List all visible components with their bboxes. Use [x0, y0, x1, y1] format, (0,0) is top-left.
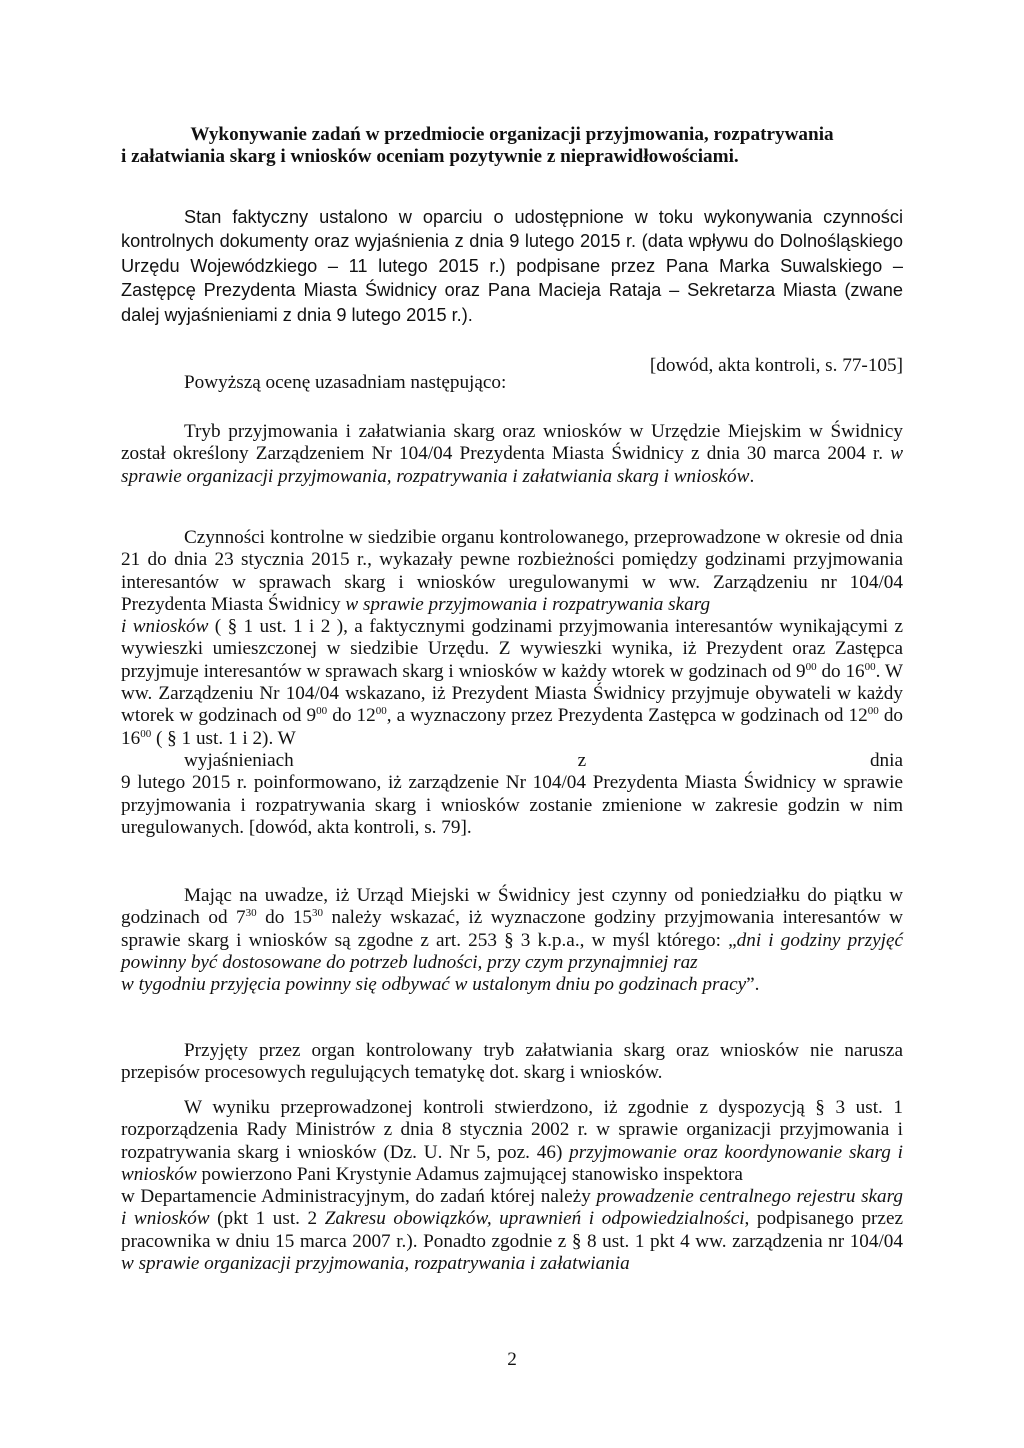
section-heading	[121, 124, 903, 169]
majac-text-3: należy wskazać, iż wyznaczone godziny przyjmowania interesantów w sprawie skarg i wniosków są zgodne z art. 253 § 3 k.p.a., w myśl którego:	[121, 907, 903, 951]
czynnosci-text-3: do 16	[821, 660, 865, 682]
paragraph-czynnosci	[121, 527, 903, 839]
wyniku-italic-1: przyjmowanie oraz koordynowanie skarg i wniosków	[121, 1141, 903, 1185]
wyniku-italic-3: Zakresu obowiązków, uprawnień i odpowiedzialności	[324, 1208, 745, 1230]
majac-text-1: Mając na uwadze, iż Urząd Miejski w Świdnicy jest czynny od poniedziałku do piątku w godzinach od 7	[121, 885, 903, 929]
paragraph-stan-faktyczny: Stan faktyczny ustalono w oparciu o udostępnione w toku wykonywania czynności kontrolnych dokumenty oraz wyjaśnienia z dnia 9 lutego 2015 r. (data wpływu do Dolnośląskiego Urzędu Wojewódzkiego – 11 lutego 2015 r.) podpisane przez Pana Marka Suwalskiego – Zastępcę Prezydenta Miasta Świdnicy oraz Pana Macieja Rataja – Sekretarza Miasta (zwane dalej wyjaśnieniami z dnia 9 lutego 2015 r.).	[121, 207, 903, 325]
wyniku-text-4: (pkt 1 ust. 2	[217, 1208, 318, 1230]
paragraph-tryb	[121, 421, 903, 488]
wyniku-text-1: W wyniku przeprowadzonej kontroli stwierdzono, iż zgodnie z dyspozycją § 3 ust. 1 rozporządzenia Rady Ministrów z dnia 8 stycznia 2002 r. w sprawie organizacji przyjmowania i rozpatrywania skarg i wniosków (Dz. U. Nr 5, poz. 46)	[121, 1097, 903, 1163]
hour-superscript: 00	[864, 660, 876, 673]
paragraph-przyjety: Przyjęty przez organ kontrolowany tryb załatwiania skarg oraz wniosków nie narusza przepisów procesowych regulujących tematykę dot. skarg i wniosków.	[121, 1040, 903, 1084]
majac-text-2: do 15	[265, 907, 313, 929]
hour-superscript: 30	[245, 907, 257, 920]
hour-superscript: 30	[312, 907, 324, 920]
wyniku-text-3: w Departamencie Administracyjnym, do zadań której należy	[121, 1186, 591, 1208]
hour-superscript: 00	[805, 660, 817, 673]
kpa-quote-2: w tygodniu przyjęcia powinny się odbywać w ustalonym dniu po godzinach pracy	[121, 974, 747, 996]
spread-word-2: z	[577, 749, 587, 771]
intro-sentence	[121, 372, 903, 394]
paragraph-majac	[121, 885, 903, 996]
hour-superscript: 00	[867, 705, 879, 718]
czynnosci-italic-1: w sprawie przyjmowania i rozpatrywania skarg	[345, 593, 711, 615]
spread-word-3: dnia	[869, 749, 903, 771]
czynnosci-text-5: do 12	[332, 705, 376, 727]
czynnosci-text-2: ( § 1 ust. 1 i 2 ), a faktycznymi godzinami przyjmowania interesantów wynikającymi z wywieszki umieszczonej w siedzibie Urzędu. Z wywieszki wynika, iż Prezydent oraz Zastępca przyjmuje interesantów w sprawach skarg i wniosków w każdy wtorek w godzinach od 9	[121, 616, 904, 682]
czynnosci-text-1: Czynności kontrolne w siedzibie organu kontrolowanego, przeprowadzone w okresie od dnia 21 do dnia 23 stycznia 2015 r., wykazały pewne rozbieżności pomiędzy godzinami przyjmowania interesantów w sprawach skarg i wniosków uregulowanymi w ww. Zarządzeniu nr 104/04 Prezydenta Miasta Świdnicy	[121, 527, 903, 615]
hour-superscript: 00	[140, 727, 152, 740]
paragraph-wyniku	[121, 1097, 903, 1275]
czynnosci-text-9: 9 lutego 2015 r. poinformowano, iż zarządzenie Nr 104/04 Prezydenta Miasta Świdnicy w sprawie przyjmowania i rozpatrywania skarg i wniosków zostanie zmienione w zakresie godzin w nim uregulowanych. [dowód, akta kontroli, s. 79].	[121, 772, 903, 838]
wyniku-text-2: powierzono Pani Krystynie Adamus zajmującej stanowisko inspektora	[201, 1163, 743, 1185]
czynnosci-text-8: ( § 1 ust. 1 i 2). W	[155, 727, 296, 749]
intro-text: Powyższą ocenę uzasadniam następująco:	[184, 372, 507, 393]
wyniku-text-5: , podpisanego przez pracownika w dniu 15 marca 2007 r.). Ponadto zgodnie z § 8 ust. 1 pkt 4 ww. zarządzenia nr 104/04	[121, 1208, 903, 1252]
wyniku-italic-4: w sprawie organizacji przyjmowania, rozpatrywania i załatwiania	[121, 1253, 630, 1275]
evidence-reference: [dowód, akta kontroli, s. 77-105]	[649, 355, 903, 376]
kpa-quote-1: dni i godziny przyjęć powinny być dostosowane do potrzeb ludności, przy czym przynajmniej raz	[121, 929, 903, 973]
hour-superscript: 00	[316, 705, 328, 718]
spread-line	[121, 750, 903, 772]
wyniku-italic-2: prowadzenie centralnego rejestru skarg i wniosków	[121, 1186, 903, 1230]
czynnosci-italic-2: i wniosków	[121, 616, 209, 638]
tryb-end: .	[749, 465, 755, 487]
heading-line-1: Wykonywanie zadań w przedmiocie organizacji przyjmowania, rozpatrywania	[190, 124, 834, 145]
spread-word-1: wyjaśnieniach	[184, 749, 294, 771]
quote-close: ”.	[746, 974, 760, 996]
czynnosci-text-6: , a wyznaczony przez Prezydenta Zastępca w godzinach od 12	[386, 705, 868, 727]
page-number: 2	[507, 1349, 517, 1370]
tryb-italic-title: w sprawie organizacji przyjmowania, rozpatrywania i załatwiania skarg i wniosków	[121, 443, 903, 487]
czynnosci-text-7: do 16	[121, 705, 904, 749]
hour-superscript: 00	[375, 705, 387, 718]
czynnosci-text-4: . W ww. Zarządzeniu Nr 104/04 wskazano, iż Prezydent Miasta Świdnicy przyjmuje obywateli w każdy wtorek w godzinach od 9	[121, 660, 904, 727]
tryb-text: Tryb przyjmowania i załatwiania skarg oraz wniosków w Urzędzie Miejskim w Świdnicy został określony Zarządzeniem Nr 104/04 Prezydenta Miasta Świdnicy z dnia 30 marca 2004 r.	[121, 421, 903, 465]
heading-line-2: i załatwiania skarg i wniosków oceniam pozytywnie z nieprawidłowościami.	[121, 146, 739, 168]
quote-open: „	[728, 929, 737, 951]
